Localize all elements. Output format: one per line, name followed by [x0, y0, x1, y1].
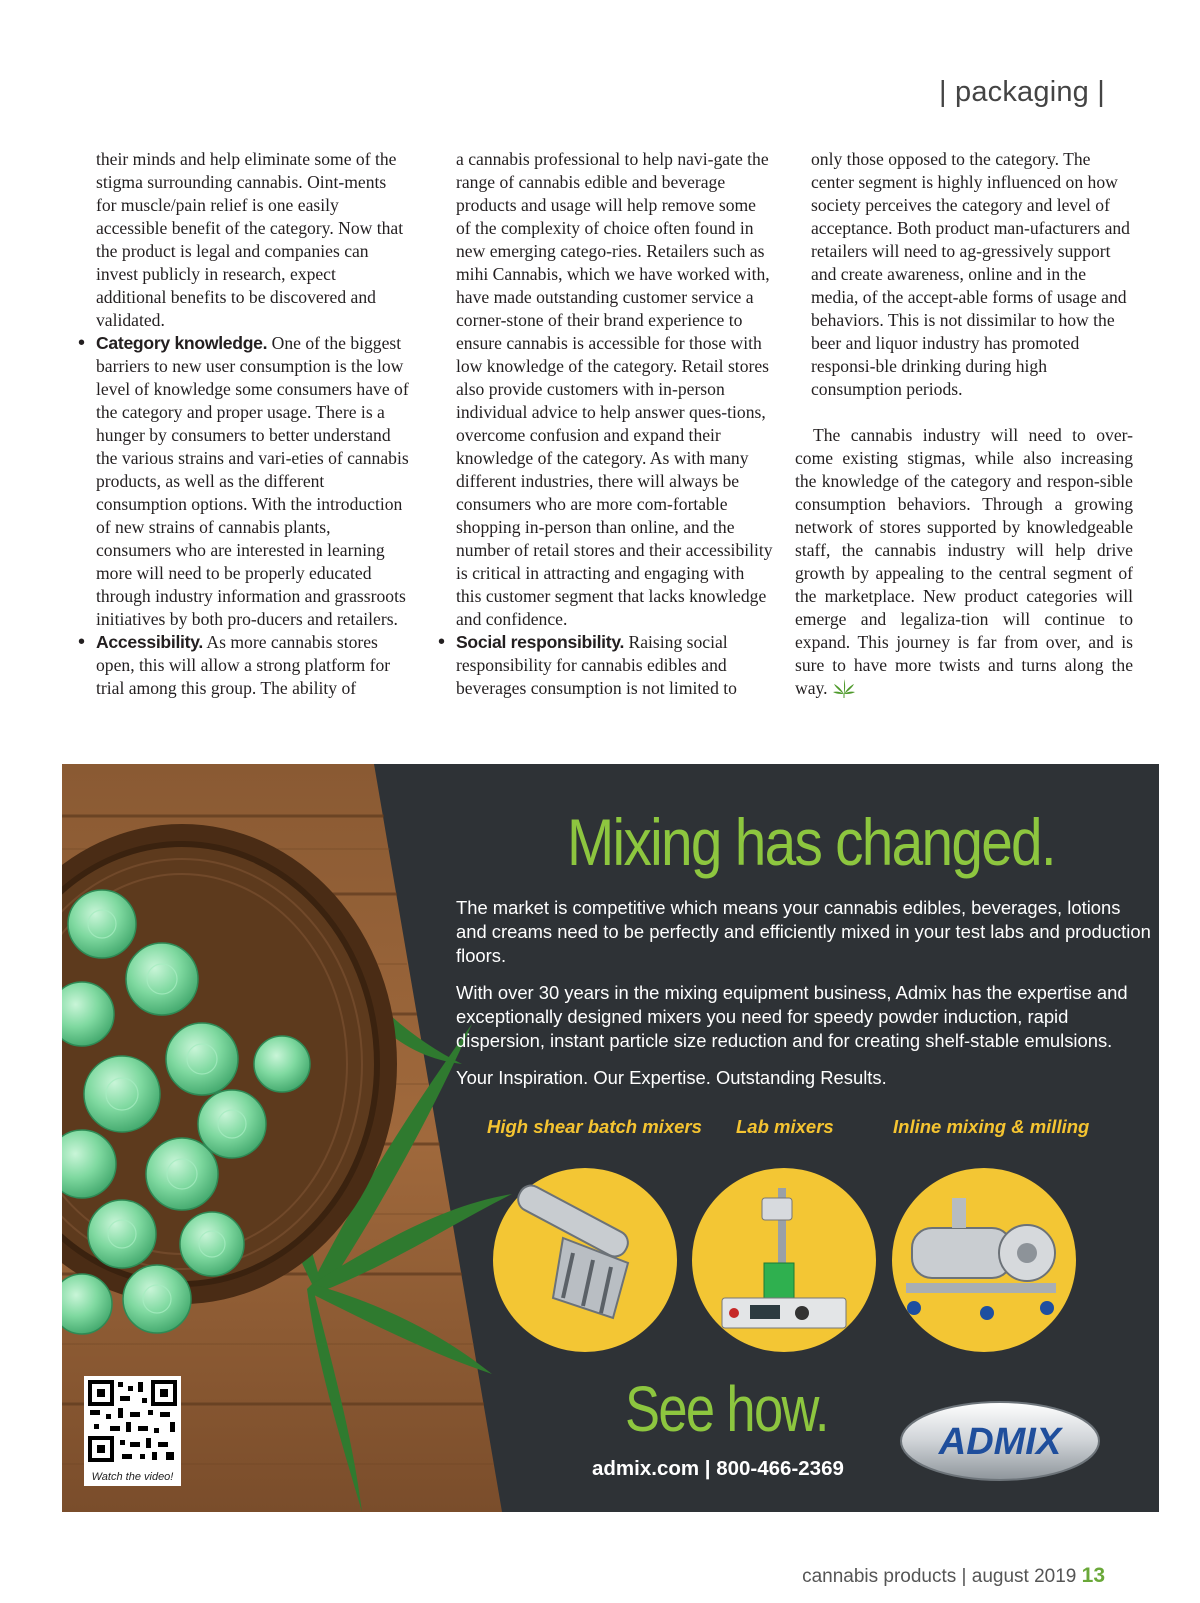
qr-code[interactable] — [84, 1376, 181, 1486]
paragraph: only those opposed to the category. The center segment is highly influenced on how society perceives the category and level of acceptance. Both product man-ufacturers and retailers will need to ag-gressively support and create awareness, online and in the media, of the accept-able forms of usage and behaviors. This is not dissimilar to how the beer and liquor industry has promoted responsi-ble drinking during high consumption periods. — [811, 149, 1130, 399]
ad-contact[interactable]: admix.com | 800-466-2369 — [592, 1457, 844, 1480]
conclusion-paragraph — [795, 424, 1133, 700]
inline-mixer-image — [892, 1168, 1076, 1352]
product-label-high-shear: High shear batch mixers — [487, 1116, 702, 1137]
ad-paragraph: With over 30 years in the mixing equipment business, Admix has the expertise and exceptionally designed mixers you need for speedy powder induction, rapid dispersion, instant particle size reduction and for creating shelf-stable emulsions. — [456, 982, 1128, 1051]
paragraph: their minds and help eliminate some of the stigma surrounding cannabis. Oint-ments for muscle/pain relief is one easily accessible benefit of the category. Now that the product is legal and companies can invest publicly in research, expect additional benefits to be discovered and validated. — [96, 149, 404, 330]
bullet-lead: Accessibility. — [96, 632, 203, 652]
bullet-lead: Social responsibility. — [456, 632, 625, 652]
bullet-list — [96, 332, 410, 700]
bullet-text: As more cannabis stores open, this will allow a strong platform for trial among this group. The ability of — [96, 632, 391, 698]
ad-body — [456, 896, 1156, 1103]
bullet-list — [456, 631, 774, 700]
ad-tagline: Your Inspiration. Our Expertise. Outstanding Results. — [456, 1067, 887, 1088]
article-column-2 — [456, 148, 774, 700]
admix-logo-text: ADMIX — [938, 1421, 1062, 1463]
bullet-item — [96, 332, 410, 631]
page-footer — [802, 1564, 1105, 1588]
qr-caption: Watch the video! — [91, 1471, 174, 1483]
qr-code-icon — [84, 1376, 181, 1466]
ad-paragraph: The market is competitive which means your cannabis edibles, beverages, lotions and creams need to be perfectly and efficiently mixed in your test labs and production floors. — [456, 897, 1151, 966]
publication-line: cannabis products | august 2019 — [802, 1566, 1082, 1587]
bullet-text: One of the biggest barriers to new user consumption is the low level of knowledge some consumers have of the category and proper usage. There is a hunger by consumers to better understand the various strains and vari-eties of cannabis products, as well as the different consumption options. With the introduction of new strains of cannabis plants, consumers who are interested in learning more will need to be properly educated through industry information and grassroots initiatives by both pro-ducers and retailers. — [96, 333, 409, 629]
ad-cta[interactable]: See how. — [625, 1373, 828, 1445]
admix-logo — [899, 1400, 1101, 1482]
conclusion-text: The cannabis industry will need to over-come existing stigmas, while also increasing the knowledge of the category and respon-sible consumption behaviors. Through a growing network of stores supported by knowledgeable staff, the cannabis industry will help drive growth by appealing to the central segment of the marketplace. New product categories will emerge and legaliza-tion will continue to expand. This journey is far from over, and is sure to have more twists and turns along the way. — [795, 425, 1133, 698]
cannabis-leaf-icon — [832, 678, 856, 698]
bullet-lead: Category knowledge. — [96, 333, 268, 353]
paragraph: a cannabis professional to help navi-gate the range of cannabis edible and beverage products and usage will help remove some of the complexity of choice often found in new emerging catego-ries. Retailers such as mihi Cannabis, which we have worked with, have made outstanding customer service a corner-stone of their brand experience to ensure cannabis is accessible for those with low knowledge of the category. Retail stores also provide customers with in-person individual advice to help answer ques-tions, overcome confusion and expand their knowledge of the category. As with many different industries, there will always be consumers who are more com-fortable shopping in-person than online, and the number of retail stores and their accessibility is critical in attracting and engaging with this customer segment that lacks knowledge and confidence. — [456, 149, 773, 629]
ad-headline: Mixing has changed. — [567, 805, 1055, 879]
product-label-lab: Lab mixers — [736, 1116, 834, 1137]
page-number: 13 — [1081, 1564, 1105, 1587]
article-column-3 — [795, 148, 1133, 700]
product-label-inline: Inline mixing & milling — [893, 1116, 1090, 1137]
bullet-text: Raising social responsibility for cannabis edibles and beverages consumption is not limited to — [456, 632, 737, 698]
bullet-item — [96, 631, 410, 700]
lab-mixer-image — [692, 1168, 876, 1352]
admix-advertisement[interactable] — [62, 764, 1159, 1512]
bullet-item — [456, 631, 774, 700]
high-shear-mixer-image — [493, 1168, 677, 1352]
article-column-1 — [96, 148, 410, 700]
section-tag: | packaging | — [939, 76, 1105, 108]
